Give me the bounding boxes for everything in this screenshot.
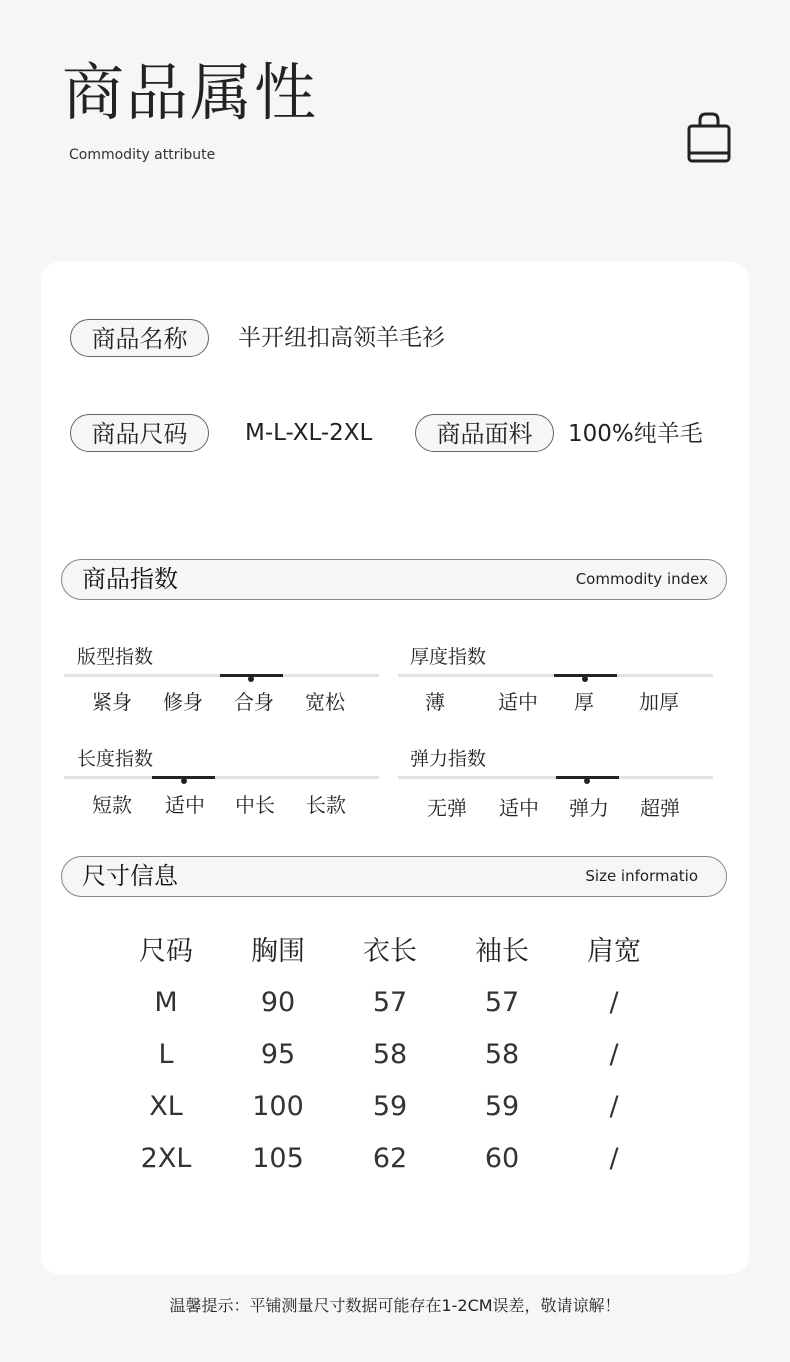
product-fabric-label: 商品面料 — [415, 414, 554, 452]
shopping-bag-icon — [686, 112, 732, 164]
index-option: 无弹 — [427, 796, 467, 820]
index-option-selected: 合身 — [234, 690, 274, 714]
table-cell: / — [609, 1142, 619, 1174]
index-marker — [181, 778, 187, 784]
index-marker — [584, 778, 590, 784]
commodity-index-header — [61, 559, 727, 600]
index-option: 加厚 — [639, 690, 679, 714]
section-title: 商品指数 — [82, 565, 178, 593]
table-row — [110, 976, 670, 1028]
index-option-selected: 厚 — [574, 690, 594, 714]
index-option: 适中 — [499, 796, 539, 820]
table-cell: 58 — [484, 1038, 520, 1070]
product-size-value: M-L-XL-2XL — [245, 420, 373, 446]
table-header-row — [110, 920, 670, 976]
section-subtitle: Commodity index — [575, 570, 708, 588]
table-cell: 59 — [484, 1090, 520, 1122]
page-subtitle: Commodity attribute — [69, 147, 216, 163]
index-option: 宽松 — [305, 690, 345, 714]
index-option: 超弹 — [640, 796, 680, 820]
table-cell: 95 — [260, 1038, 296, 1070]
table-cell: 62 — [372, 1142, 408, 1174]
index-option: 薄 — [425, 690, 445, 714]
index-option: 长款 — [306, 793, 346, 817]
table-cell: / — [609, 1090, 619, 1122]
table-cell: 57 — [372, 986, 408, 1018]
table-cell: 58 — [372, 1038, 408, 1070]
index-label: 长度指数 — [77, 748, 154, 770]
column-header: 袖长 — [475, 935, 529, 967]
column-header: 胸围 — [251, 935, 305, 967]
section-subtitle: Size informatio — [585, 867, 698, 885]
index-option-selected: 适中 — [165, 793, 205, 817]
size-info-header — [61, 856, 727, 897]
product-name-label: 商品名称 — [70, 319, 209, 357]
table-cell: / — [609, 1038, 619, 1070]
index-option: 修身 — [163, 690, 203, 714]
page-title: 商品属性 — [62, 56, 319, 129]
table-row — [110, 1132, 670, 1184]
table-cell: M — [154, 986, 178, 1018]
table-cell: 60 — [484, 1142, 520, 1174]
table-cell: 57 — [484, 986, 520, 1018]
table-cell: / — [609, 986, 619, 1018]
index-marker — [248, 676, 254, 682]
table-cell: 2XL — [140, 1142, 192, 1174]
table-row — [110, 1028, 670, 1080]
index-option: 短款 — [92, 793, 132, 817]
table-cell: 105 — [252, 1142, 304, 1174]
product-name-value: 半开纽扣高领羊毛衫 — [238, 325, 445, 351]
table-cell: L — [158, 1038, 174, 1070]
table-cell: 100 — [252, 1090, 304, 1122]
section-title: 尺寸信息 — [82, 862, 178, 890]
column-header: 肩宽 — [587, 935, 641, 967]
index-label: 厚度指数 — [410, 646, 487, 668]
index-label: 版型指数 — [77, 646, 154, 668]
product-size-label: 商品尺码 — [70, 414, 209, 452]
size-table — [110, 920, 670, 1184]
table-cell: 59 — [372, 1090, 408, 1122]
column-header: 衣长 — [363, 935, 417, 967]
table-row — [110, 1080, 670, 1132]
product-fabric-value: 100%纯羊毛 — [568, 421, 703, 447]
index-option: 紧身 — [92, 690, 132, 714]
index-option: 适中 — [498, 690, 538, 714]
footer-tip: 温馨提示：平铺测量尺寸数据可能存在1-2CM误差，敬请谅解！ — [169, 1296, 621, 1315]
index-track — [64, 776, 379, 779]
column-header: 尺码 — [139, 935, 193, 967]
index-label: 弹力指数 — [410, 748, 487, 770]
index-marker — [582, 676, 588, 682]
index-option-selected: 弹力 — [569, 796, 609, 820]
table-cell: 90 — [260, 986, 296, 1018]
index-option: 中长 — [235, 793, 275, 817]
table-cell: XL — [149, 1090, 183, 1122]
